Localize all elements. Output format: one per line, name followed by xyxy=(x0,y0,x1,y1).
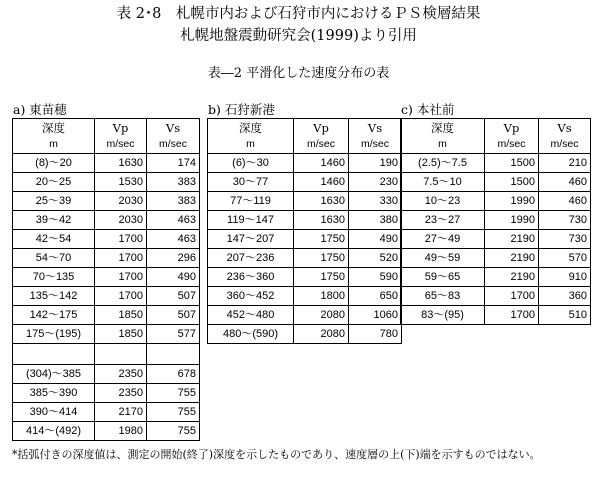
vs-cell: 507 xyxy=(147,306,200,325)
depth-cell: 77～119 xyxy=(208,192,294,211)
vp-cell: 1530 xyxy=(95,173,147,192)
vs-cell: 210 xyxy=(539,154,591,173)
vp-cell: 1700 xyxy=(95,287,147,306)
vs-cell: 510 xyxy=(539,306,591,325)
table-row xyxy=(208,325,402,344)
depth-cell: (2.5)～7.5 xyxy=(401,154,485,173)
vs-cell: 490 xyxy=(147,268,200,287)
vs-cell: 590 xyxy=(349,268,402,287)
vp-cell: 2190 xyxy=(485,249,539,268)
vp-cell: 1700 xyxy=(485,287,539,306)
vs-cell: 678 xyxy=(147,365,200,384)
depth-cell: 54～70 xyxy=(13,249,95,268)
depth-cell: (6)～30 xyxy=(208,154,294,173)
vs-cell: 577 xyxy=(147,325,200,344)
depth-cell: 142～175 xyxy=(13,306,95,325)
empty-cell xyxy=(147,344,200,365)
site-c-label: c) 本社前 xyxy=(401,102,455,117)
table-row xyxy=(13,192,200,211)
vs-cell: 730 xyxy=(539,230,591,249)
table-row xyxy=(208,287,402,306)
vp-cell: 1500 xyxy=(485,173,539,192)
table-row xyxy=(13,325,200,344)
vs-cell: 570 xyxy=(539,249,591,268)
depth-cell: 147～207 xyxy=(208,230,294,249)
vs-cell: 360 xyxy=(539,287,591,306)
depth-cell: 39～42 xyxy=(13,211,95,230)
vp-cell: 1850 xyxy=(95,325,147,344)
table-row xyxy=(13,384,200,403)
vp-cell: 1990 xyxy=(485,192,539,211)
vp-cell: 2170 xyxy=(95,403,147,422)
table-row xyxy=(401,268,591,287)
vp-cell: 2030 xyxy=(95,211,147,230)
depth-cell: 59～65 xyxy=(401,268,485,287)
table-row xyxy=(13,268,200,287)
vp-cell: 1990 xyxy=(485,211,539,230)
depth-cell: 135～142 xyxy=(13,287,95,306)
depth-cell: 175～(195) xyxy=(13,325,95,344)
vs-cell: 755 xyxy=(147,403,200,422)
depth-cell: 119～147 xyxy=(208,211,294,230)
vs-cell: 190 xyxy=(349,154,402,173)
table-row xyxy=(13,365,200,384)
table-row xyxy=(13,306,200,325)
table-row xyxy=(13,211,200,230)
table-row xyxy=(208,306,402,325)
depth-cell: 27～49 xyxy=(401,230,485,249)
vp-header: Vp m/sec xyxy=(95,119,147,154)
site-c-table xyxy=(400,118,591,325)
vp-cell: 1800 xyxy=(294,287,349,306)
vp-cell: 1460 xyxy=(294,154,349,173)
vs-cell: 463 xyxy=(147,230,200,249)
vs-cell: 490 xyxy=(349,230,402,249)
table-row xyxy=(13,154,200,173)
depth-cell: 10～23 xyxy=(401,192,485,211)
table-row xyxy=(208,268,402,287)
depth-cell: 70～135 xyxy=(13,268,95,287)
vs-header: Vs m/sec xyxy=(147,119,200,154)
table-row xyxy=(401,249,591,268)
depth-cell: 207～236 xyxy=(208,249,294,268)
depth-cell: 65～83 xyxy=(401,287,485,306)
depth-cell: 42～54 xyxy=(13,230,95,249)
document-source: 札幌地盤震動研究会(1999)より引用 xyxy=(180,28,417,44)
depth-header: 深度 m xyxy=(401,119,485,154)
vp-cell: 1980 xyxy=(95,422,147,441)
table-row xyxy=(401,230,591,249)
vp-cell: 1700 xyxy=(95,249,147,268)
vp-cell: 2350 xyxy=(95,384,147,403)
vp-cell: 2190 xyxy=(485,268,539,287)
table-row xyxy=(401,192,591,211)
depth-cell: (304)～385 xyxy=(13,365,95,384)
table-row xyxy=(208,173,402,192)
vs-cell: 463 xyxy=(147,211,200,230)
vs-cell: 230 xyxy=(349,173,402,192)
vp-cell: 2030 xyxy=(95,192,147,211)
depth-cell: (8)～20 xyxy=(13,154,95,173)
table-row xyxy=(208,154,402,173)
vs-cell: 1060 xyxy=(349,306,402,325)
depth-cell: 23～27 xyxy=(401,211,485,230)
vp-cell: 1700 xyxy=(95,230,147,249)
depth-cell: 7.5～10 xyxy=(401,173,485,192)
vs-header: Vs m/sec xyxy=(539,119,591,154)
depth-cell: 20～25 xyxy=(13,173,95,192)
table-row xyxy=(13,230,200,249)
table-subtitle: 表―2 平滑化した速度分布の表 xyxy=(207,66,390,81)
vs-cell: 650 xyxy=(349,287,402,306)
footnote: *括弧付きの深度値は、測定の開始(終了)深度を示したものであり、速度層の上(下)端を示すものではない。 xyxy=(12,448,541,461)
table-row xyxy=(401,173,591,192)
vs-cell: 383 xyxy=(147,192,200,211)
vp-cell: 1750 xyxy=(294,230,349,249)
vp-cell: 2190 xyxy=(485,230,539,249)
vs-cell: 520 xyxy=(349,249,402,268)
table-row xyxy=(13,249,200,268)
vp-cell: 1630 xyxy=(294,211,349,230)
vp-cell: 1700 xyxy=(485,306,539,325)
depth-header: 深度 m xyxy=(13,119,95,154)
vs-cell: 174 xyxy=(147,154,200,173)
vp-cell: 1750 xyxy=(294,268,349,287)
table-row xyxy=(208,211,402,230)
vp-cell: 1750 xyxy=(294,249,349,268)
table-header-row xyxy=(13,119,200,154)
depth-cell: 30～77 xyxy=(208,173,294,192)
vs-cell: 780 xyxy=(349,325,402,344)
table-row xyxy=(13,422,200,441)
table-row xyxy=(208,230,402,249)
vs-cell: 910 xyxy=(539,268,591,287)
vs-cell: 380 xyxy=(349,211,402,230)
vp-header: Vp m/sec xyxy=(294,119,349,154)
depth-cell: 49～59 xyxy=(401,249,485,268)
empty-cell xyxy=(95,344,147,365)
vp-header: Vp m/sec xyxy=(485,119,539,154)
vs-cell: 755 xyxy=(147,422,200,441)
depth-cell: 360～452 xyxy=(208,287,294,306)
document-title: 表 2･8 札幌市内および石狩市内におけるＰＳ検層結果 xyxy=(116,6,481,22)
depth-cell: 83～(95) xyxy=(401,306,485,325)
table-row xyxy=(13,173,200,192)
table-gap-row xyxy=(13,344,200,365)
depth-cell: 414～(492) xyxy=(13,422,95,441)
vp-cell: 1500 xyxy=(485,154,539,173)
table-row xyxy=(208,192,402,211)
vs-cell: 730 xyxy=(539,211,591,230)
vp-cell: 1700 xyxy=(95,268,147,287)
vp-cell: 2080 xyxy=(294,325,349,344)
table-header-row xyxy=(401,119,591,154)
depth-cell: 452～480 xyxy=(208,306,294,325)
vp-cell: 1630 xyxy=(294,192,349,211)
vs-cell: 296 xyxy=(147,249,200,268)
table-row xyxy=(13,403,200,422)
depth-cell: 236～360 xyxy=(208,268,294,287)
vp-cell: 1850 xyxy=(95,306,147,325)
site-b-table xyxy=(207,118,402,344)
table-header-row xyxy=(208,119,402,154)
vp-cell: 2080 xyxy=(294,306,349,325)
depth-header: 深度 m xyxy=(208,119,294,154)
vp-cell: 1460 xyxy=(294,173,349,192)
table-row xyxy=(208,249,402,268)
vs-cell: 755 xyxy=(147,384,200,403)
vs-header: Vs m/sec xyxy=(349,119,402,154)
depth-cell: 480～(590) xyxy=(208,325,294,344)
vs-cell: 460 xyxy=(539,173,591,192)
table-row xyxy=(401,306,591,325)
site-b-label: b) 石狩新港 xyxy=(208,102,275,117)
table-row xyxy=(401,211,591,230)
vs-cell: 460 xyxy=(539,192,591,211)
vs-cell: 507 xyxy=(147,287,200,306)
site-a-table xyxy=(12,118,200,441)
table-row xyxy=(401,154,591,173)
vs-cell: 330 xyxy=(349,192,402,211)
depth-cell: 25～39 xyxy=(13,192,95,211)
vp-cell: 1630 xyxy=(95,154,147,173)
table-row xyxy=(13,287,200,306)
vp-cell: 2350 xyxy=(95,365,147,384)
vs-cell: 383 xyxy=(147,173,200,192)
depth-cell: 385～390 xyxy=(13,384,95,403)
empty-cell xyxy=(13,344,95,365)
depth-cell: 390～414 xyxy=(13,403,95,422)
site-a-label: a) 東苗穂 xyxy=(13,102,67,117)
table-row xyxy=(401,287,591,306)
